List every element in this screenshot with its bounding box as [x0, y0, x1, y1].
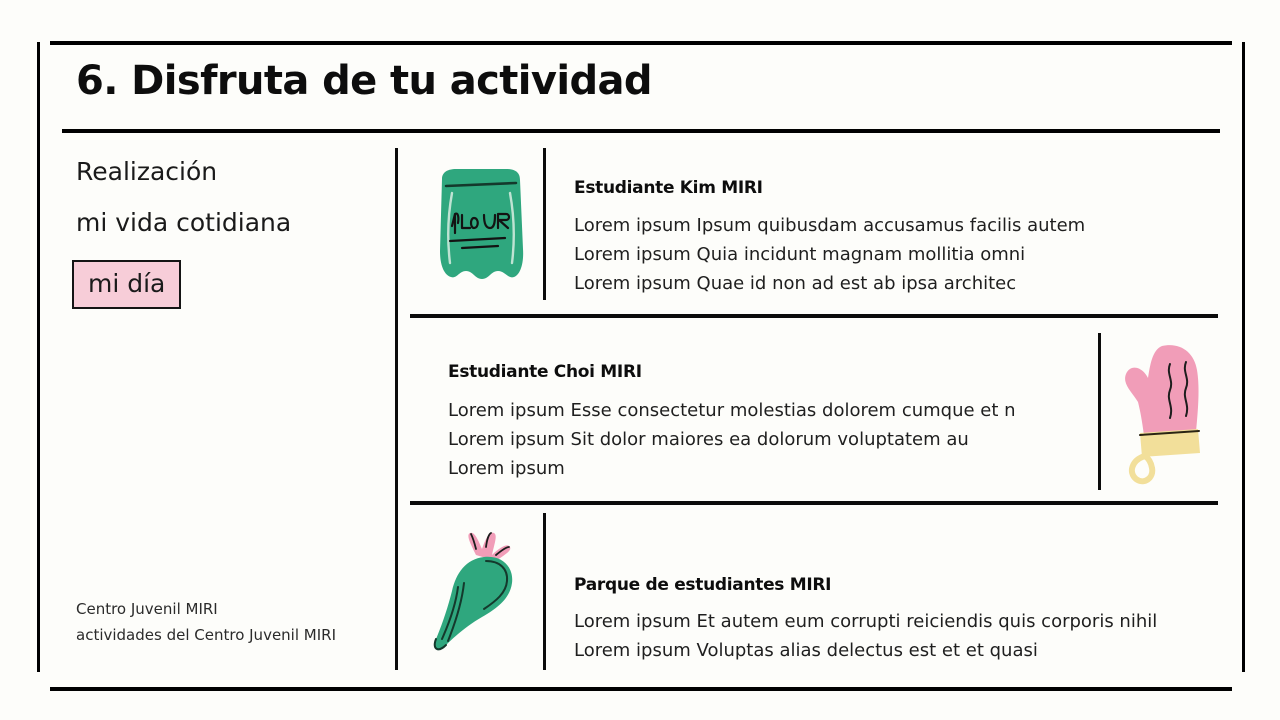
row2-line-3: Lorem ipsum: [448, 458, 565, 480]
row2-line-2: Lorem ipsum Sit dolor maiores ea dolorum voluptatem au: [448, 429, 969, 451]
footer-line-2: actividades del Centro Juvenil MIRI: [76, 625, 336, 644]
row3-heading: Parque de estudiantes MIRI: [574, 575, 832, 595]
row1-line-3: Lorem ipsum Quae id non ad est ab ipsa architec: [574, 273, 1017, 295]
title-underline-rule: [62, 129, 1220, 133]
footer: [76, 597, 336, 649]
row1-vertical-divider: [543, 148, 546, 300]
row3-body: [574, 607, 1157, 665]
row3-line-1: Lorem ipsum Et autem eum corrupti reiciendis quis corporis nihil: [574, 611, 1158, 632]
row1-separator-rule: [410, 314, 1218, 318]
frame-top-rule: [50, 41, 1232, 45]
row2-vertical-divider: [1098, 333, 1101, 490]
row2-line-1: Lorem ipsum Esse consectetur molestias dolorem cumque et n: [448, 400, 1016, 421]
row1-line-1: Lorem ipsum Ipsum quibusdam accusamus facilis autem: [574, 215, 1086, 236]
row1-body: [574, 211, 1085, 298]
row2-separator-rule: [410, 501, 1218, 505]
sidebar-item-mi-vida-cotidiana[interactable]: mi vida cotidiana: [76, 207, 292, 237]
piping-bag-icon: [424, 525, 536, 655]
sidebar: [76, 158, 376, 331]
flour-bag-icon: [428, 165, 532, 285]
sidebar-item-realizacion[interactable]: Realización: [76, 157, 218, 186]
sidebar-item-mi-dia[interactable]: mi día: [72, 260, 181, 310]
row1-line-2: Lorem ipsum Quia incidunt magnam mollitia omni: [574, 244, 1026, 266]
frame-right-rule: [1242, 42, 1245, 672]
main-vertical-divider: [395, 148, 398, 670]
oven-mitt-icon: [1118, 340, 1214, 485]
row2-body: [448, 396, 1016, 483]
frame-bottom-rule: [50, 687, 1232, 691]
row1-heading: Estudiante Kim MIRI: [574, 178, 763, 198]
row3-line-2: Lorem ipsum Voluptas alias delectus est et et quasi: [574, 640, 1038, 662]
row3-vertical-divider: [543, 513, 546, 670]
footer-line-1: Centro Juvenil MIRI: [76, 600, 218, 618]
page-title: 6. Disfruta de tu actividad: [76, 58, 652, 104]
row2-heading: Estudiante Choi MIRI: [448, 362, 642, 382]
frame-left-rule: [37, 42, 40, 672]
